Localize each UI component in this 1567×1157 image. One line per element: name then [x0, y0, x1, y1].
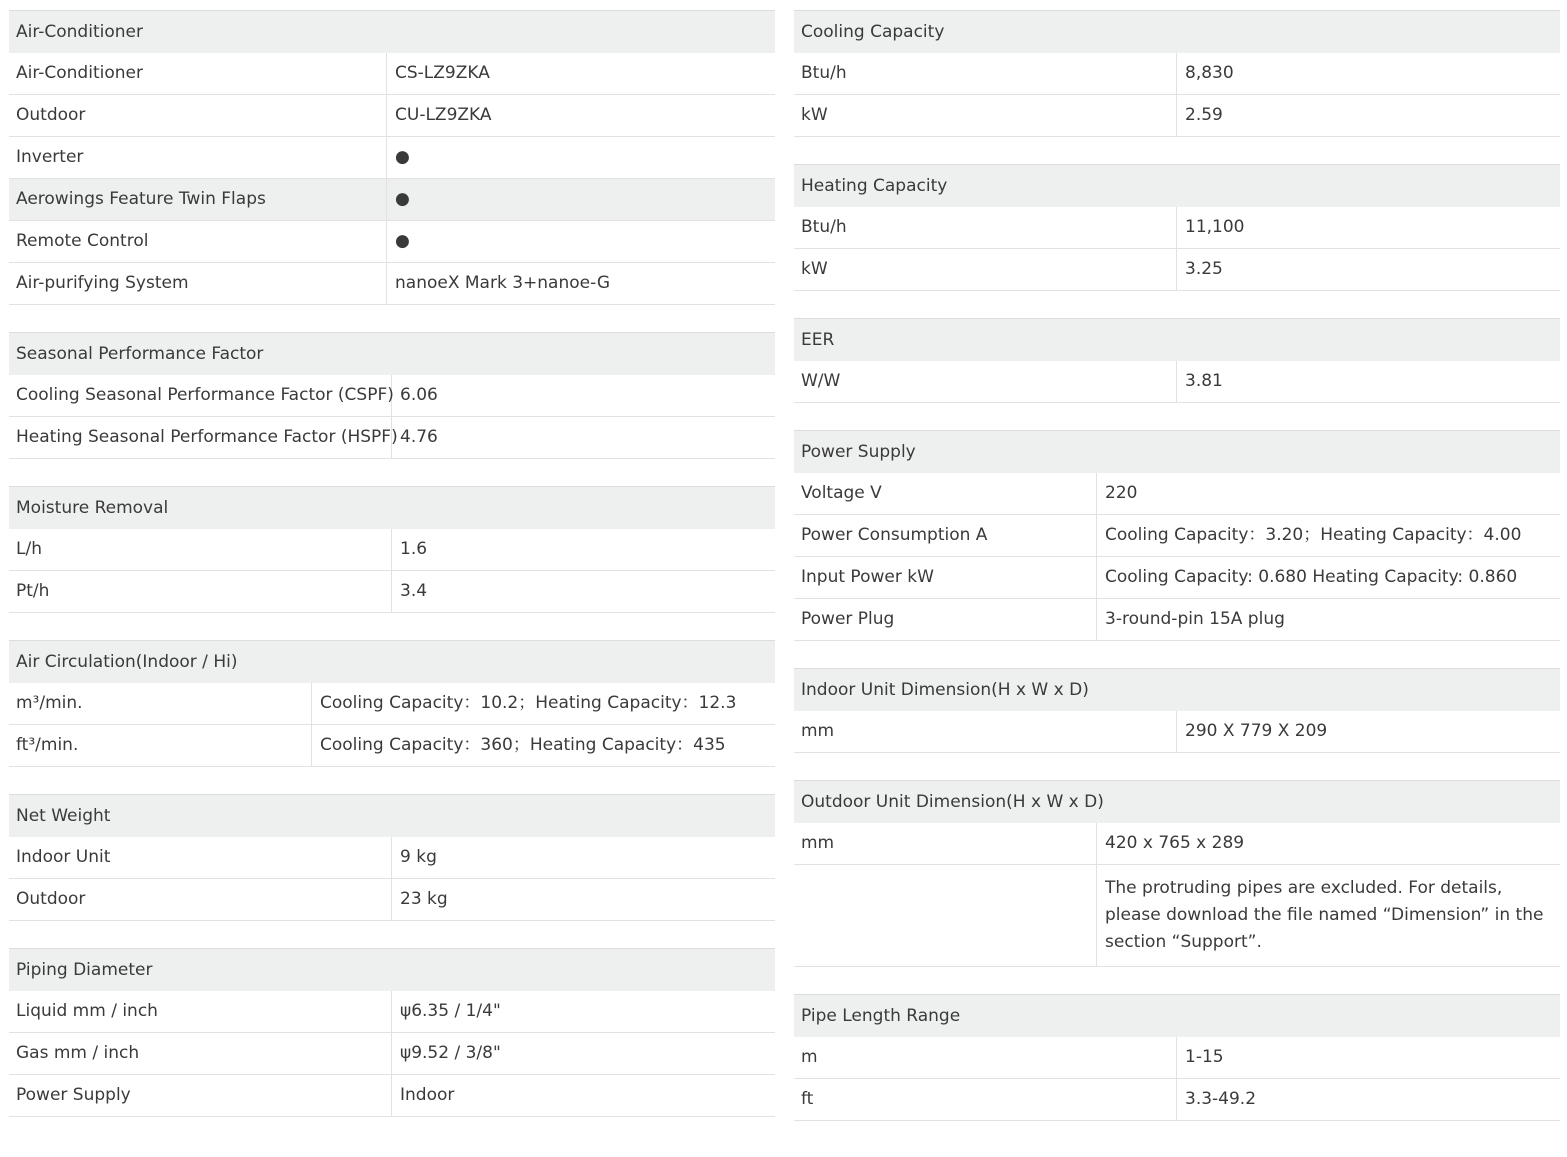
spec-row	[9, 53, 775, 95]
spec-section-power-supply	[794, 430, 1560, 641]
spec-label: Remote Control	[9, 221, 387, 262]
spec-section-outdoor-unit-dimension-h-x-w-x-d	[794, 780, 1560, 967]
spec-label: Liquid mm / inch	[9, 991, 392, 1032]
spec-value: ●	[395, 189, 410, 209]
spec-row	[794, 1079, 1560, 1121]
spec-label: mm	[794, 823, 1097, 864]
spec-row	[794, 823, 1560, 865]
section-header: Piping Diameter	[9, 948, 775, 991]
left-spec-column	[9, 10, 775, 1144]
spec-value: ψ9.52 / 3/8"	[400, 1043, 501, 1063]
section-header: EER	[794, 318, 1560, 361]
spec-label: Heating Seasonal Performance Factor (HSPF)	[9, 417, 392, 458]
spec-section-indoor-unit-dimension-h-x-w-x-d	[794, 668, 1560, 753]
spec-section-moisture-removal	[9, 486, 775, 613]
spec-row	[9, 137, 775, 179]
section-header: Outdoor Unit Dimension(H x W x D)	[794, 780, 1560, 823]
spec-value: 23 kg	[400, 889, 448, 909]
spec-label: Btu/h	[794, 207, 1177, 248]
spec-row	[9, 991, 775, 1033]
spec-label: Pt/h	[9, 571, 392, 612]
spec-value: 2.59	[1185, 105, 1223, 125]
section-header: Moisture Removal	[9, 486, 775, 529]
section-header: Cooling Capacity	[794, 10, 1560, 53]
spec-value: 290 X 779 X 209	[1185, 721, 1328, 741]
spec-label: kW	[794, 95, 1177, 136]
spec-label: Indoor Unit	[9, 837, 392, 878]
spec-label: m³/min.	[9, 683, 312, 724]
spec-value: CS-LZ9ZKA	[395, 63, 490, 83]
spec-row	[794, 515, 1560, 557]
spec-value: 1.6	[400, 539, 428, 559]
spec-label	[794, 865, 1097, 966]
spec-section-piping-diameter	[9, 948, 775, 1117]
spec-value: 3-round-pin 15A plug	[1105, 609, 1285, 629]
spec-row	[9, 529, 775, 571]
spec-value: CU-LZ9ZKA	[395, 105, 492, 125]
spec-section-heating-capacity	[794, 164, 1560, 291]
spec-row	[9, 375, 775, 417]
spec-label: ft	[794, 1079, 1177, 1120]
spec-row	[9, 683, 775, 725]
spec-value: 3.81	[1185, 371, 1223, 391]
section-header: Air Circulation(Indoor / Hi)	[9, 640, 775, 683]
spec-row	[9, 1075, 775, 1117]
spec-label: Power Plug	[794, 599, 1097, 640]
spec-row	[794, 361, 1560, 403]
spec-section-net-weight	[9, 794, 775, 921]
section-header: Net Weight	[9, 794, 775, 837]
spec-section-air-circulation-indoor-hi	[9, 640, 775, 767]
spec-row	[9, 1033, 775, 1075]
spec-label: Voltage V	[794, 473, 1097, 514]
spec-label: Input Power kW	[794, 557, 1097, 598]
spec-row	[794, 249, 1560, 291]
spec-row	[9, 95, 775, 137]
spec-row	[9, 179, 775, 221]
spec-label: W/W	[794, 361, 1177, 402]
spec-value: Cooling Capacity：3.20；Heating Capacity：4.00	[1105, 525, 1522, 545]
spec-section-pipe-length-range	[794, 994, 1560, 1121]
spec-value: ψ6.35 / 1/4"	[400, 1001, 501, 1021]
section-header: Indoor Unit Dimension(H x W x D)	[794, 668, 1560, 711]
spec-section-eer	[794, 318, 1560, 403]
spec-value: 11,100	[1185, 217, 1245, 237]
spec-value: 3.4	[400, 581, 428, 601]
spec-label: Power Consumption A	[794, 515, 1097, 556]
spec-section-seasonal-performance-factor	[9, 332, 775, 459]
spec-value: 8,830	[1185, 63, 1234, 83]
section-header: Seasonal Performance Factor	[9, 332, 775, 375]
spec-value: ●	[395, 147, 410, 167]
spec-value: 3.25	[1185, 259, 1223, 279]
spec-label: Power Supply	[9, 1075, 392, 1116]
spec-row	[9, 879, 775, 921]
spec-row	[794, 557, 1560, 599]
spec-value: 420 x 765 x 289	[1105, 833, 1245, 853]
spec-value: Cooling Capacity: 0.680 Heating Capacity: 0.860	[1105, 567, 1518, 587]
spec-label: L/h	[9, 529, 392, 570]
spec-label: ft³/min.	[9, 725, 312, 766]
section-header: Power Supply	[794, 430, 1560, 473]
spec-label: Inverter	[9, 137, 387, 178]
spec-label: m	[794, 1037, 1177, 1078]
right-spec-column	[794, 10, 1560, 1148]
spec-label: Air-purifying System	[9, 263, 387, 304]
spec-value: Cooling Capacity：360；Heating Capacity：435	[320, 735, 726, 755]
spec-value: The protruding pipes are excluded. For details, please download the file named “Dimension” in the section “Support”.	[1105, 878, 1544, 952]
spec-label: Outdoor	[9, 95, 387, 136]
section-header: Air-Conditioner	[9, 10, 775, 53]
spec-value: 6.06	[400, 385, 438, 405]
spec-row	[9, 571, 775, 613]
spec-label: Btu/h	[794, 53, 1177, 94]
spec-value: 3.3-49.2	[1185, 1089, 1257, 1109]
spec-label: Gas mm / inch	[9, 1033, 392, 1074]
spec-value: 4.76	[400, 427, 438, 447]
spec-label: Cooling Seasonal Performance Factor (CSPF)	[9, 375, 392, 416]
spec-label: kW	[794, 249, 1177, 290]
spec-row	[9, 263, 775, 305]
spec-value: Indoor	[400, 1085, 455, 1105]
spec-value: ●	[395, 231, 410, 251]
section-header: Heating Capacity	[794, 164, 1560, 207]
spec-row	[9, 837, 775, 879]
spec-row	[9, 221, 775, 263]
spec-value: nanoeX Mark 3+nanoe-G	[395, 273, 611, 293]
spec-row	[794, 1037, 1560, 1079]
spec-section-cooling-capacity	[794, 10, 1560, 137]
spec-section-air-conditioner	[9, 10, 775, 305]
spec-row	[794, 95, 1560, 137]
spec-row	[9, 417, 775, 459]
spec-value: 220	[1105, 483, 1138, 503]
spec-label: Aerowings Feature Twin Flaps	[9, 179, 387, 220]
spec-row	[794, 473, 1560, 515]
spec-row	[794, 865, 1560, 967]
spec-label: Air-Conditioner	[9, 53, 387, 94]
spec-row	[794, 53, 1560, 95]
spec-value: 9 kg	[400, 847, 437, 867]
spec-row	[9, 725, 775, 767]
spec-label: mm	[794, 711, 1177, 752]
spec-row	[794, 711, 1560, 753]
spec-label: Outdoor	[9, 879, 392, 920]
spec-value: Cooling Capacity：10.2；Heating Capacity：12.3	[320, 693, 737, 713]
spec-value: 1-15	[1185, 1047, 1224, 1067]
section-header: Pipe Length Range	[794, 994, 1560, 1037]
spec-row	[794, 599, 1560, 641]
spec-row	[794, 207, 1560, 249]
